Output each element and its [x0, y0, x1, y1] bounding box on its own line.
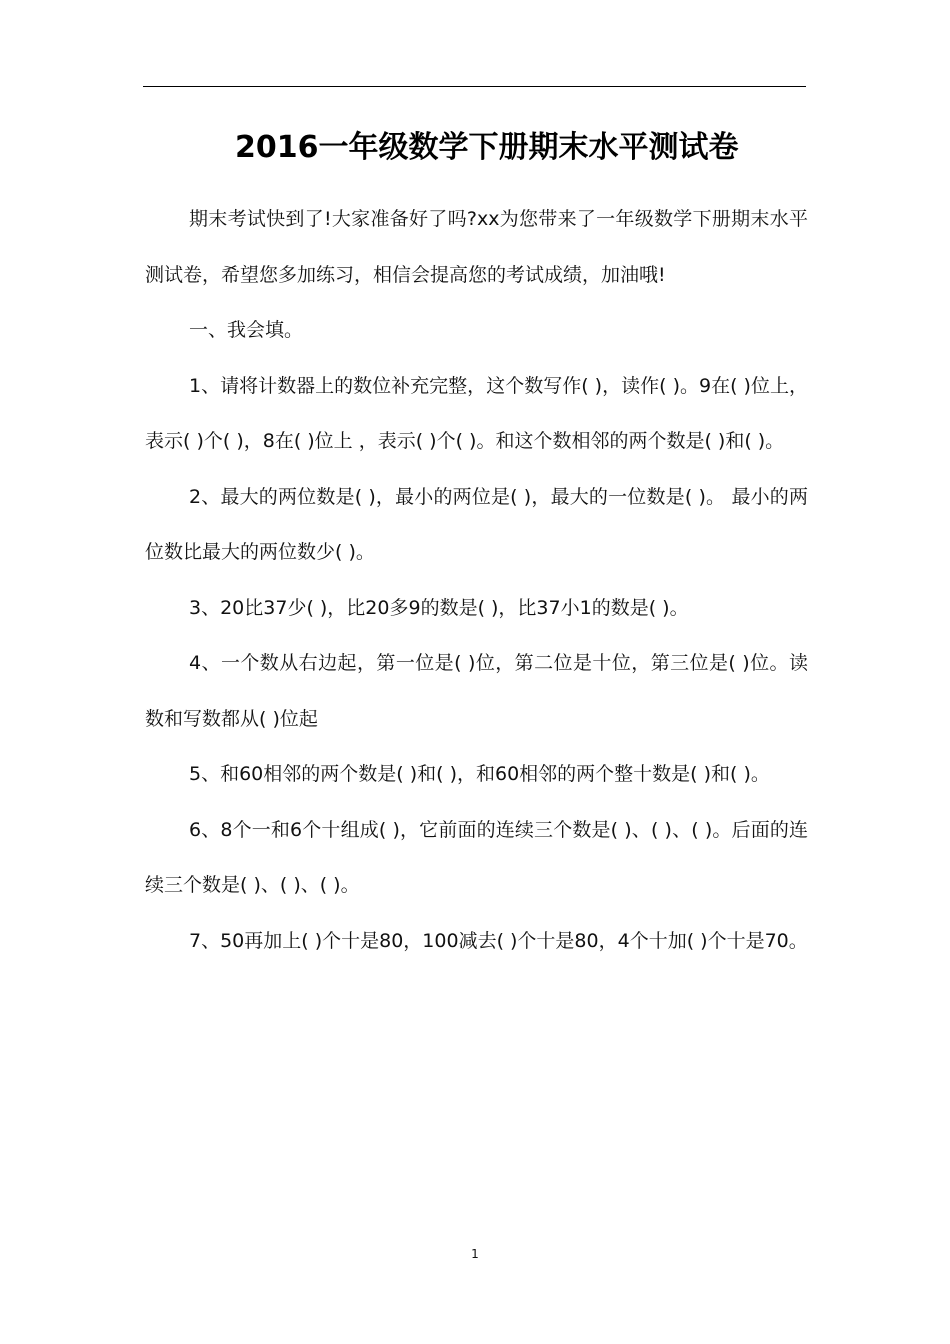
- question-4: 4、一个数从右边起，第一位是( )位，第二位是十位，第三位是( )位。读数和写数都从( )位起: [145, 652, 808, 730]
- question-6: 6、8个一和6个十组成( )，它前面的连续三个数是( )、( )、( )。后面的连续三个数是( )、( )、( )。: [145, 818, 808, 896]
- document-body: [145, 192, 808, 969]
- intro-paragraph: 期末考试快到了!大家准备好了吗?xx为您带来了一年级数学下册期末水平测试卷，希望您多加练习，相信会提高您的考试成绩，加油哦!: [145, 208, 808, 286]
- question-3: 3、20比37少( )，比20多9的数是( )，比37小1的数是( )。: [189, 596, 689, 619]
- question-7: 7、50再加上( )个十是80，100减去( )个十是80，4个十加( )个十是70。: [189, 929, 808, 952]
- question-2: 2、最大的两位数是( )，最小的两位是( )，最大的一位数是( )。 最小的两位数比最大的两位数少( )。: [145, 485, 808, 563]
- page-number: 1: [471, 1247, 479, 1261]
- section-heading: 一、我会填。: [189, 319, 304, 341]
- question-5: 5、和60相邻的两个数是( )和( )，和60相邻的两个整十数是( )和( )。: [189, 763, 770, 785]
- header-rule: [143, 86, 806, 87]
- question-1: 1、请将计数器上的数位补充完整，这个数写作( )，读作( )。9在( )位上，表示( )个( )，8在( )位上 ，表示( )个( )。和这个数相邻的两个数是( )和( )。: [145, 374, 808, 452]
- document-title: 2016一年级数学下册期末水平测试卷: [235, 130, 739, 165]
